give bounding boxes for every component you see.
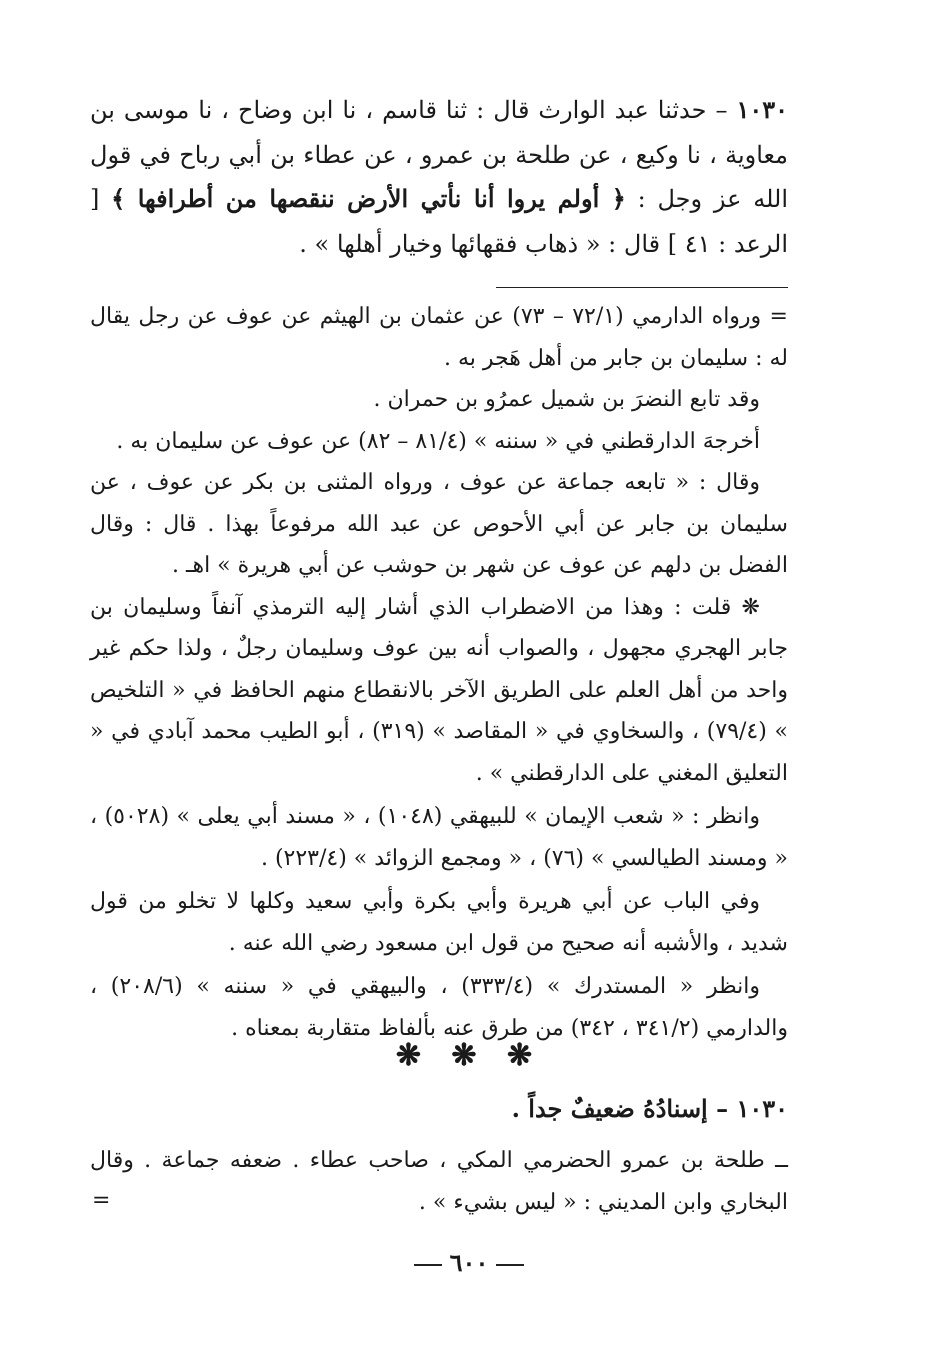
footnote-paragraph: وانظر « المستدرك » (٣٣٣/٤) ، والبيهقي في « سننه » (٢٠٨/٦) ، والدارمي (٣٤١/٢ ، ٣٤٢) من طرق عنه بألفاظ متقاربة بمعناه . (90, 974, 788, 1041)
section-divider-stars: ❋ ❋ ❋ (395, 1038, 543, 1073)
grading-heading (512, 1094, 788, 1123)
hadith-isnad: – حدثنا عبد الوارث قال : ثنا قاسم ، نا ابن وضاح ، نا موسى بن معاوية ، نا وكيع ، عن طلحة بن عمرو ، عن عطاء بن أبي رباح في قول الله عز وجل : (90, 96, 788, 213)
footnote-paragraph: وانظر : « شعب الإيمان » للبيهقي (١٠٤٨) ، « مسند أبي يعلى » (٥٠٢٨) ، « ومسند الطيالسي » (٧٦) ، « ومجمع الزوائد » (٢٢٣/٤) . (90, 804, 788, 871)
hadith-matn: [ الرعد : ٤١ ] قال : « ذهاب فقهائها وخيار أهلها » . (90, 185, 788, 258)
page-number: ٦٠٠ (449, 1248, 489, 1277)
hadith-text (90, 88, 788, 266)
continuation-mark: = (92, 1188, 111, 1213)
footnote-paragraph: أخرجهَ الدارقطني في « سننه » (٨١/٤ – ٨٢) عن عوف عن سليمان به . (116, 428, 760, 454)
narrator-note (90, 1140, 788, 1223)
hadith-number: ١٠٣٠ (736, 95, 788, 124)
footnote-separator (496, 287, 788, 288)
narrator-paragraph: ــ طلحة بن عمرو الحضرمي المكي ، صاحب عطاء . ضعفه جماعة . وقال البخاري وابن المديني : « ليس بشيء » . (90, 1148, 788, 1215)
grading-text: – إسنادُهُ ضعيفٌ جداً . (511, 1094, 737, 1123)
grading-number: ١٠٣٠ (736, 1094, 788, 1123)
footnote-paragraph: = ورواه الدارمي (٧٢/١ – ٧٣) عن عثمان بن الهيثم عن عوف عن رجل يقال له : سليمان بن جابر من أهل هَجر به . (90, 304, 788, 371)
page-number-dash (414, 1264, 442, 1266)
footnote-paragraph: وفي الباب عن أبي هريرة وأبي بكرة وأبي سعيد وكلها لا تخلو من قول شديد ، والأشبه أنه صحيح من قول ابن مسعود رضي الله عنه . (90, 889, 788, 956)
footnote-paragraph: ❋ قلت : وهذا من الاضطراب الذي أشار إليه الترمذي آنفاً وسليمان بن جابر الهجري مجهول ، والصواب أنه بين عوف وسليمان رجلٌ ، ولذا حكم غير واحد من أهل العلم على الطريق الآخر بالانقطاع منهم الحافظ في « التلخيص » (٧٩/٤) ، والسخاوي في « المقاصد » (٣١٩) ، أبو الطيب محمد آبادي في « التعليق المغني على الدارقطني » . (90, 594, 788, 786)
quran-verse: ﴿ أولم يروا أنا نأتي الأرض ننقصها من أطرافها ﴾ (111, 184, 626, 213)
footnote-paragraph: وقد تابع النضرَ بن شميل عمرُو بن حمران . (373, 387, 760, 412)
footnotes (90, 296, 788, 1049)
footnote-paragraph: وقال : « تابعه جماعة عن عوف ، ورواه المثنى بن بكر عن عوف ، عن سليمان بن جابر عن أبي الأحوص عن عبد الله مرفوعاً بهذا . قال : وقال الفضل بن دلهم عن عوف عن شهر بن حوشب عن أبي هريرة » اهـ . (90, 470, 788, 578)
page-number-dash (496, 1264, 524, 1266)
page-number-footer (0, 1248, 938, 1277)
